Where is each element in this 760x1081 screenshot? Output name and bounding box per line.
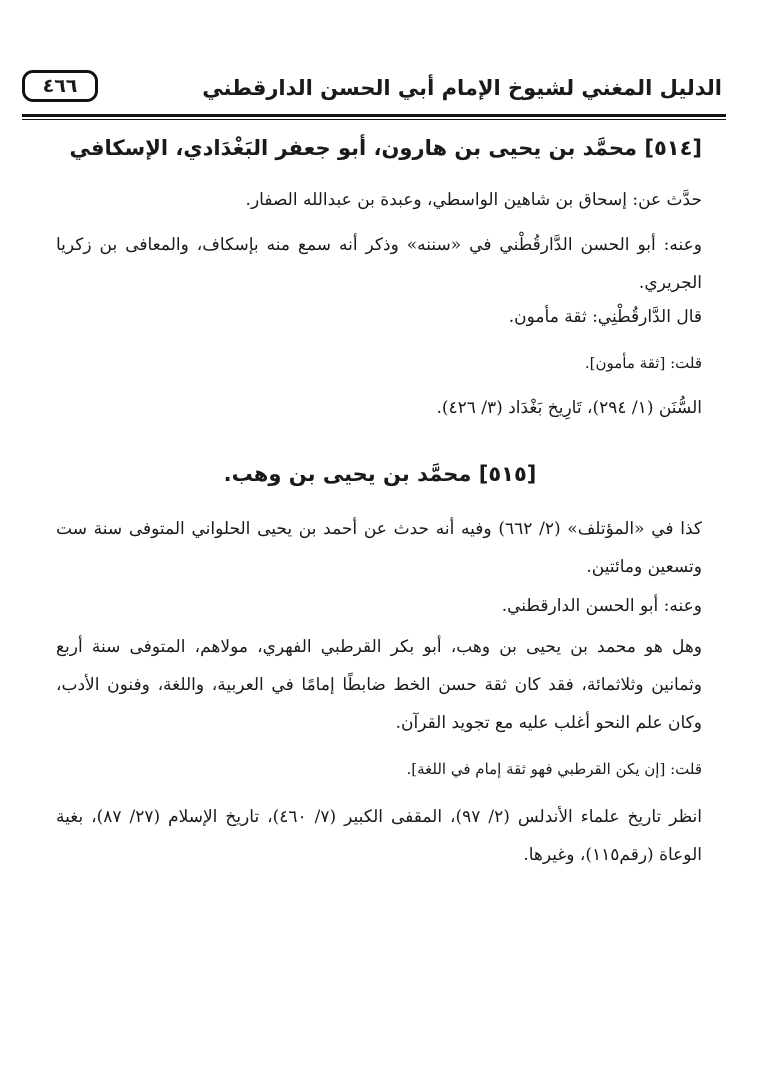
header-rule-thick — [22, 114, 726, 117]
entry-514-students: وعنه: أبو الحسن الدَّارقُطْني في «سننه» وذكر أنه سمع منه بإسكاف، والمعافى بن زكريا الجريري. — [56, 235, 702, 293]
entry-514-author-note: قلت: [ثقة مأمون]. — [584, 354, 702, 372]
entry-514-teachers: حدَّث عن: إسحاق بن شاهين الواسطي، وعبدة بن عبدالله الصفار. — [245, 190, 702, 210]
entry-515-students: وعنه: أبو الحسن الدارقطني. — [501, 596, 702, 616]
entry-515-identification: وهل هو محمد بن يحيى بن وهب، أبو بكر القرطبي الفهري، مولاهم، المتوفى سنة أربع وثمانين وثلاثمائة، فقد كان ثقة حسن الخط ضابطًا إمامًا في العربية، واللغة، وفنون الأدب، وكان علم النحو أغلب عليه مع تجويد القرآن. — [56, 637, 702, 733]
entry-514-verdict: قال الدَّارقُطْنِي: ثقة مأمون. — [508, 307, 702, 327]
entry-515-source-note: كذا في «المؤتلف» (٢/ ٦٦٢) وفيه أنه حدث عن أحمد بن يحيى الحلواني المتوفى سنة ست وتسعين ومائتين. — [56, 519, 702, 577]
entry-515-references: انظر تاريخ علماء الأندلس (٢/ ٩٧)، المقفى الكبير (٧/ ٤٦٠)، تاريخ الإسلام (٢٧/ ٨٧)، بغية الوعاة (رقم١١٥)، وغيرها. — [56, 807, 703, 865]
entry-514-heading: [٥١٤] محمَّد بن يحيى بن هارون، أبو جعفر البَغْدَادي، الإسكافي — [69, 136, 702, 160]
entry-515-author-note: قلت: [إن يكن القرطبي فهو ثقة إمام في اللغة]. — [406, 760, 702, 778]
entry-514-sources: السُّنَن (١/ ٢٩٤)، تَارِيخ بَغْدَاد (٣/ ٤٢٦). — [436, 398, 702, 418]
entry-515-heading: [٥١٥] محمَّد بن يحيى بن وهب. — [223, 462, 537, 486]
page-header — [22, 64, 722, 114]
page-number-badge: ٤٦٦ — [22, 70, 98, 102]
header-rule-thin — [22, 119, 726, 120]
running-title: الدليل المغني لشيوخ الإمام أبي الحسن الدارقطني — [202, 76, 722, 100]
